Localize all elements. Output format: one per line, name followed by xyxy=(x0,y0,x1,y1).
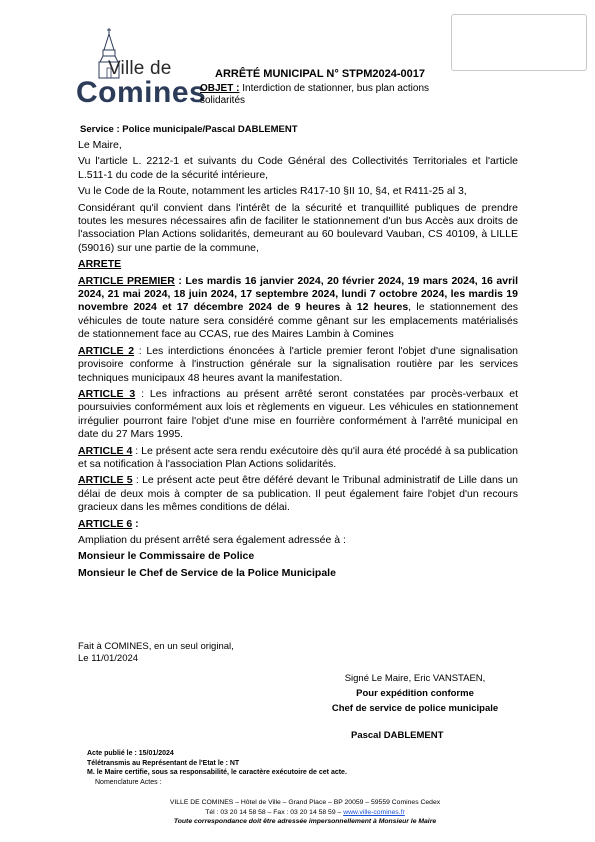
nomenclature: Nomenclature Actes : xyxy=(95,778,162,786)
document-body xyxy=(78,139,518,583)
fait-a xyxy=(78,641,234,665)
article-premier-label: ARTICLE PREMIER xyxy=(78,274,175,287)
signature-role: Chef de service de police municipale xyxy=(331,703,499,714)
article-2-text: : Les interdictions énoncées à l'article premier feront l'objet d'une signalisation provisoire conforme à l'instruction générale sur la signalisation routière par les services techniques municipaux 48 heures avant la manifestation. xyxy=(78,344,518,384)
article-5 xyxy=(78,474,518,514)
article-premier xyxy=(78,275,518,342)
considerant: Considérant qu'il convient dans l'intérêt de la sécurité et tranquillité publiques de prendre toutes les mesures nécessaires afin de faciliter le stationnement d'un bus Accès aux droits de l'association Plan Actions solidarités, demeurant au 60 boulevard Vauban, CS 40109, à LILLE (59016) sur une partie de la commune, xyxy=(78,201,518,254)
article-2-label: ARTICLE 2 xyxy=(78,344,135,357)
certify-text: M. le Maire certifie, sous sa responsabilité, le caractère exécutoire de cet acte. xyxy=(87,769,347,776)
objet-text: Interdiction de stationner, bus plan actions solidarités xyxy=(200,83,430,106)
publication-meta xyxy=(87,749,347,787)
footer-contact xyxy=(100,808,510,818)
signatory-name: Pascal DABLEMENT xyxy=(351,730,444,741)
fait-a-line: Fait à COMINES, en un seul original, xyxy=(78,641,234,652)
published-date: Acte publié le : 15/01/2024 xyxy=(87,750,174,757)
service-line: Service : Police municipale/Pascal DABLEMENT xyxy=(80,124,298,135)
footer xyxy=(100,798,510,827)
signature-mayor: Signé Le Maire, Eric VANSTAEN, xyxy=(344,673,486,684)
article-premier-dates: : Les mardis 16 janvier 2024, 20 février 2024, 19 mars 2024, 16 avril 2024, 21 mai 2024, 18 juin 2024, 17 septembre 2024, lundi 7 octobre 2024, les mardis 19 novembre 2024 et 17 décembre 2024 de 9 heures à 12 heures xyxy=(78,274,518,314)
article-2 xyxy=(78,345,518,385)
date-line: Le 11/01/2024 xyxy=(78,653,139,664)
article-4 xyxy=(78,445,518,472)
le-maire: Le Maire, xyxy=(78,139,122,151)
article-6-label: ARTICLE 6 xyxy=(78,517,133,530)
footer-notice: Toute correspondance doit être adressée impersonnellement à Monsieur le Maire xyxy=(173,818,437,825)
recipient-commissaire: Monsieur le Commissaire de Police xyxy=(78,550,255,563)
website-link[interactable]: www.ville-comines.fr xyxy=(343,808,405,816)
article-3-text: : Les infractions au présent arrêté seront constatées par procès-verbaux et poursuivies conformément aux lois et règlements en vigueur. Les véhicules en stationnement irrégulier pourront faire l'objet d'une mise en fourrière conformément à l'arrêté municipal en date du 27 Mars 1995. xyxy=(78,387,518,441)
ampliation: Ampliation du présent arrêté sera également adressée à : xyxy=(78,533,346,546)
logo-text-ville-de: Ville de xyxy=(108,58,172,79)
article-3-label: ARTICLE 3 xyxy=(78,387,136,400)
article-premier-text: , le stationnement des véhicules de toute nature sera considéré comme gênant sur les emplacements matérialisés de stationnement face au CCAS, rue des Maires Lambin à Comines xyxy=(78,301,518,341)
transmitted-date: Télétransmis au Représentant de l'Etat le : NT xyxy=(87,759,240,767)
article-5-label: ARTICLE 5 xyxy=(78,474,133,487)
signature-expedition: Pour expédition conforme xyxy=(356,688,474,699)
article-4-text: : Le présent acte sera rendu exécutoire dès qu'il aura été procédé à sa publication et sa notification à l'association Plan Actions solidarités. xyxy=(78,444,518,470)
vu-cgct: Vu l'article L. 2212-1 et suivants du Code Général des Collectivités Territoriales et l'article L.511-1 du code de la sécurité intérieure, xyxy=(78,155,518,181)
footer-address: VILLE DE COMINES – Hôtel de Ville – Grand Place – BP 20059 – 59559 Comines Cedex xyxy=(169,799,441,806)
article-3 xyxy=(78,388,518,442)
vu-code-route: Vu le Code de la Route, notamment les articles R417-10 §II 10, §4, et R411-25 al 3, xyxy=(78,185,467,198)
article-6 xyxy=(78,518,518,531)
footer-phone: Tél : 03 20 14 58 58 – Fax : 03 20 14 58 59 – xyxy=(205,808,344,816)
signature-block xyxy=(290,671,540,716)
arrete-heading: ARRETE xyxy=(78,258,122,271)
article-5-text: : Le présent acte peut être déféré devant le Tribunal administratif de Lille dans un délai de deux mois à compter de sa publication. Il peut également faire l'objet d'un recours gracieux dans les mêmes conditions de délai. xyxy=(78,474,518,514)
objet xyxy=(200,83,450,107)
objet-label: OBJET : xyxy=(200,83,240,94)
stamp-box xyxy=(451,14,587,71)
article-6-text: : xyxy=(132,517,139,530)
ville-de-comines-logo xyxy=(72,28,207,109)
recipient-chef-service: Monsieur le Chef de Service de la Police Municipale xyxy=(78,566,336,579)
document-title: ARRÊTÉ MUNICIPAL N° STPM2024-0017 xyxy=(215,68,425,80)
logo-text-comines: Comines xyxy=(76,76,207,109)
article-4-label: ARTICLE 4 xyxy=(78,444,133,457)
